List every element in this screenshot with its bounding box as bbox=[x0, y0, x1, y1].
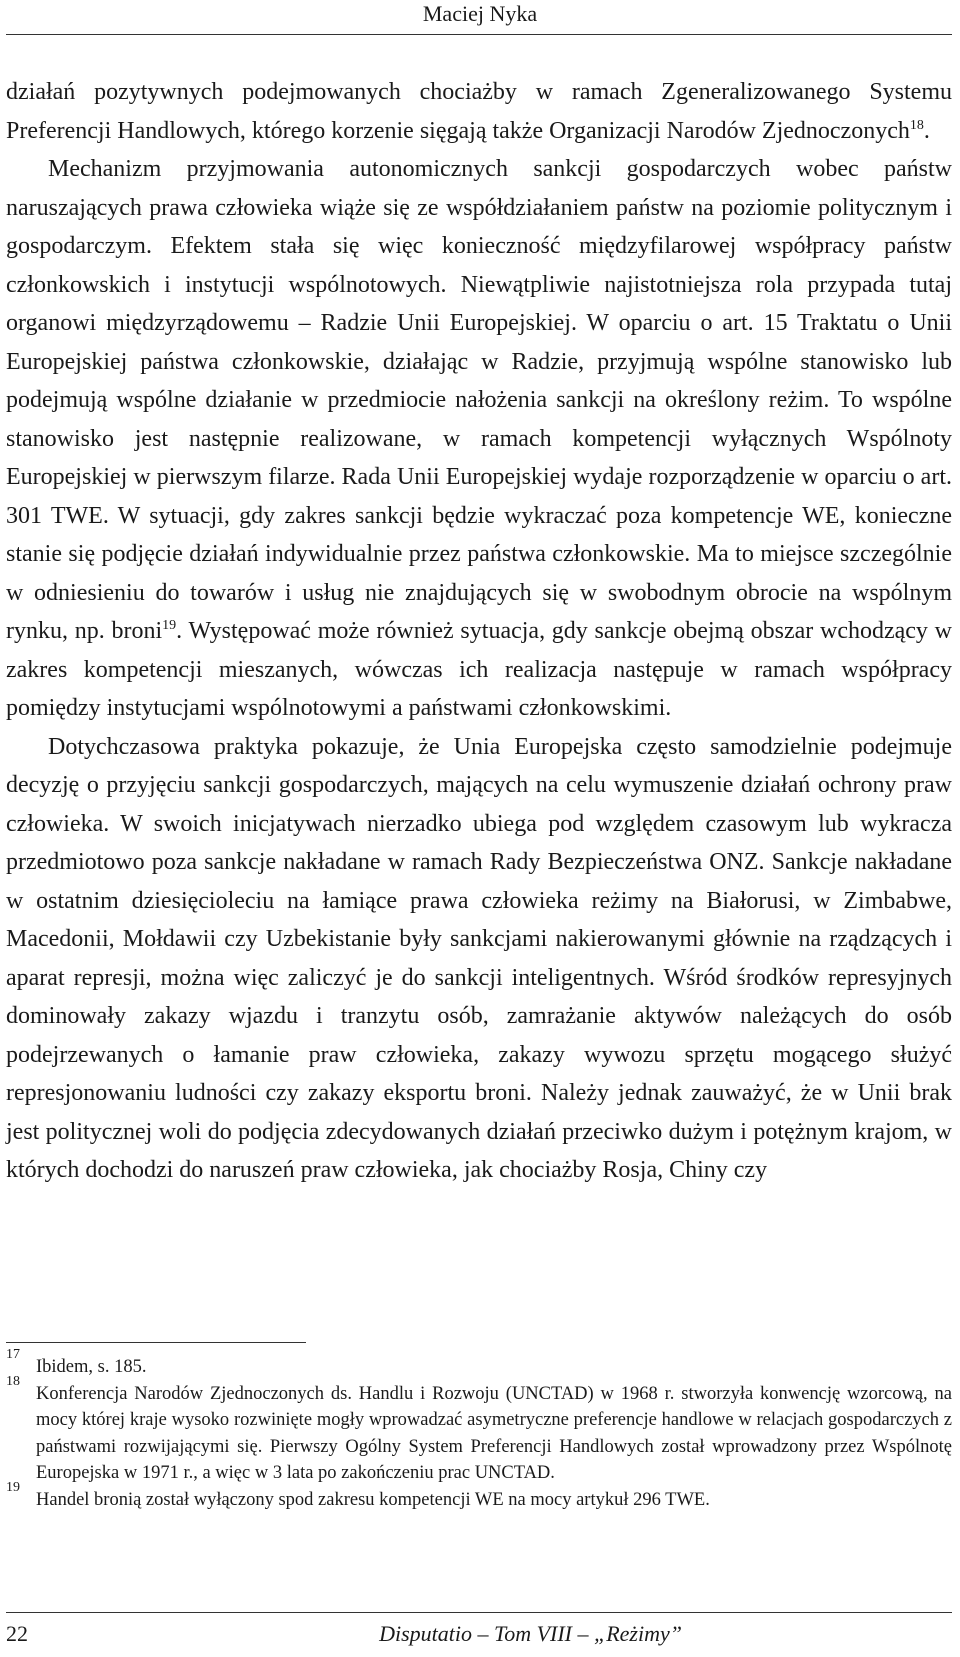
footnote-17 bbox=[6, 1347, 952, 1381]
footer-divider bbox=[6, 1612, 952, 1613]
footnote-text: Handel bronią został wyłączony spod zakresu kompetencji WE na mocy artykuł 296 TWE. bbox=[36, 1489, 710, 1510]
footnote-text: Ibidem, s. 185. bbox=[36, 1357, 147, 1377]
footnotes bbox=[6, 1347, 952, 1513]
footnote-number: 18 bbox=[6, 1373, 20, 1389]
journal-title: Disputatio – Tom VIII – „Reżimy” bbox=[379, 1621, 682, 1646]
footnote-number: 19 bbox=[6, 1479, 20, 1495]
paragraph-1 bbox=[6, 73, 952, 150]
footnote-ref-19[interactable]: 19 bbox=[162, 618, 177, 633]
paragraph-2-text-a: Mechanizm przyjmowania autonomicznych sankcji gospodarczych wobec państw naruszających prawa człowieka wiąże się ze współdziałaniem państw na poziomie politycznym i gospodarczym. Efektem stała się więc konieczność międzyfilarowej współpracy państw członkowskich i instytucji wspólnotowych. Niewątpliwie najistotniejsza rola przypada tutaj organowi międzyrządowemu – Radzie Unii Europejskiej. W oparciu o art. 15 Traktatu o Unii Europejskiej państwa członkowskie, działając w Radzie, przyjmują wspólne stanowisko lub podejmują wspólne działanie w przedmiocie nałożenia sankcji na określony reżim. To wspólne stanowisko jest następnie realizowane, w ramach kompetencji wyłącznych Wspólnoty Europejskiej w pierwszym filarze. Rada Unii Europejskiej wydaje rozporządzenie w oparciu o art. 301 TWE. W sytuacji, gdy zakres sankcji będzie wykraczać poza kompetencje WE, konieczne stanie się podjęcie działań indywidualnie przez państwa członkowskie. Ma to miejsce szczególnie w odniesieniu do towarów i usług nie znajdujących się w swobodnym obrocie na wspólnym rynku, np. broni bbox=[6, 156, 952, 644]
paragraph-1-text: działań pozytywnych podejmowanych chociażby w ramach Zgeneralizowanego Systemu Preferencji Handlowych, którego korzenie sięgają także Organizacji Narodów Zjednoczonych bbox=[6, 79, 952, 144]
footnote-number: 17 bbox=[6, 1347, 20, 1362]
footnote-19 bbox=[6, 1479, 952, 1514]
paragraph-2 bbox=[6, 150, 952, 728]
footnote-text: Konferencja Narodów Zjednoczonych ds. Handlu i Rozwoju (UNCTAD) w 1968 r. stworzyła konwencję wzorcową, na mocy której kraje wysoko rozwinięte mogły wprowadzać asymetryczne preferencje handlowe w relacjach gospodarczych z państwami rozwijającymi się. Pierwszy Ogólny System Preferencji Handlowych został wprowadzony przez Wspólnotę Europejska w 1971 r., a więc w 3 lata po zakończeniu prac UNCTAD. bbox=[36, 1383, 952, 1483]
main-text bbox=[6, 73, 952, 1190]
running-head-author: Maciej Nyka bbox=[422, 1, 538, 26]
paragraph-1-tail: . bbox=[923, 117, 930, 144]
footnote-ref-18[interactable]: 18 bbox=[909, 117, 924, 133]
header-divider bbox=[6, 34, 952, 35]
paragraph-2-text-b: . Występować może również sytuacja, gdy sankcje obejmą obszar wchodzący w zakres kompetencji mieszanych, wówczas ich realizacja następuje w ramach współpracy pomiędzy instytucjami wspólnotowymi a państwami członkowskimi. bbox=[6, 618, 953, 721]
page-number: 22 bbox=[6, 1621, 28, 1646]
footnote-divider bbox=[6, 1342, 306, 1343]
paragraph-3: Dotychczasowa praktyka pokazuje, że Unia Europejska często samodzielnie podejmuje decyzję o przyjęciu sankcji gospodarczych, mających na celu wymuszenie działań ochrony praw człowieka. W swoich inicjatywach nierzadko ubiega pod względem czasowym lub wykracza przedmiotowo poza sankcje nakładane w ramach Rady Bezpieczeństwa ONZ. Sankcje nakładane w ostatnim dziesięcioleciu na łamiące prawa człowieka reżimy na Białorusi, w Zimbabwe, Macedonii, Mołdawii czy Uzbekistanie były sankcjami nakierowanymi głównie na rządzących i aparat represji, można więc zaliczyć je do sankcji inteligentnych. Wśród środków represyjnych dominowały zakazy wjazdu i tranzytu osób, zamrażanie aktywów należących do osób podejrzewanych o łamanie praw człowieka, zakazy wywozu sprzętu mogącego służyć represjonowaniu ludności czy zakazy eksportu broni. Należy jednak zauważyć, że w Unii brak jest politycznej woli do podjęcia zdecydowanych działań przeciwko dużym i potężnym krajom, w których dochodzi do naruszeń praw człowieka, jak chociażby Rosja, Chiny czy bbox=[6, 733, 952, 1183]
footnote-18 bbox=[6, 1373, 952, 1487]
